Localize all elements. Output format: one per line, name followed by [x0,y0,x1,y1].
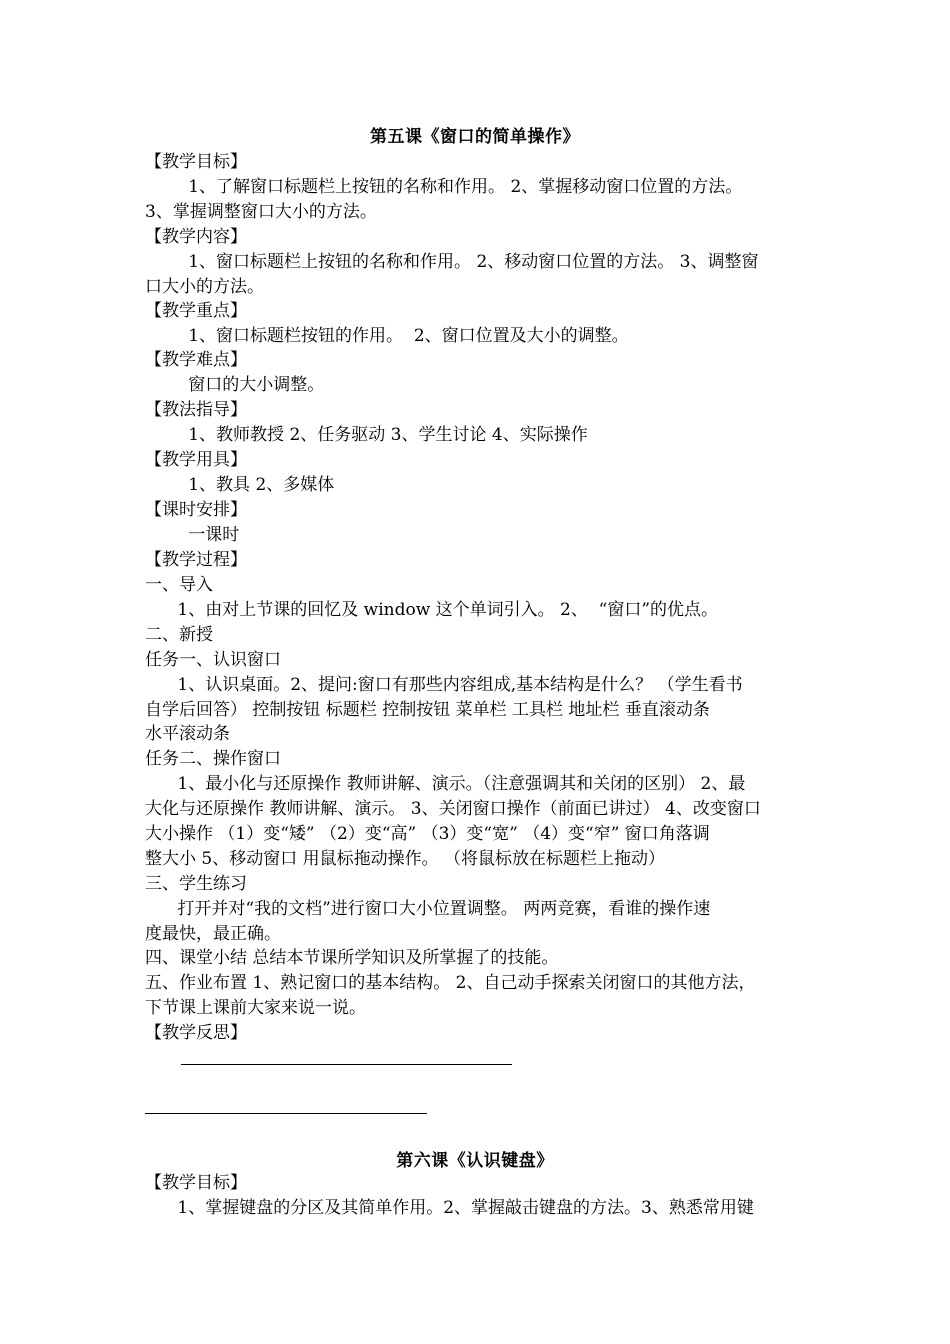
lesson5-line: 【教学反思】 [145,1023,247,1043]
lesson5-line: 【教学过程】 [145,550,247,570]
lesson5-line: 任务二、操作窗口 [145,749,281,769]
lesson5-line: 【教学内容】 [145,227,247,247]
lesson5-title: 第五课《窗口的简单操作》 [370,127,580,147]
lesson6-title: 第六课《认识键盘》 [396,1151,554,1171]
lesson6-line: 【教学目标】 [145,1173,247,1193]
lesson5-line: 1、教师教授 2、任务驱动 3、学生讨论 4、实际操作 [145,425,588,445]
lesson5-line: 任务一、认识窗口 [145,650,281,670]
lesson5-line: 3、掌握调整窗口大小的方法。 [145,202,377,222]
lesson5-line: 一课时 [145,525,240,545]
lesson5-line: 下节课上课前大家来说一说。 [145,998,366,1018]
lesson5-line: 1、最小化与还原操作 教师讲解、演示。（注意强调其和关闭的区别） 2、最 [145,774,746,794]
lesson5-line: 五、作业布置 1、熟记窗口的基本结构。 2、自己动手探索关闭窗口的其他方法， [145,973,756,993]
lesson5-line: 【教学重点】 [145,301,247,321]
lesson5-line: 三、学生练习 [145,874,247,894]
lesson5-line: 【教学难点】 [145,350,247,370]
lesson5-line: 1、教具 2、多媒体 [145,475,335,495]
lesson5-line: 1、窗口标题栏按钮的作用。 2、窗口位置及大小的调整。 [145,326,629,346]
lesson5-line: 自学后回答） 控制按钮 标题栏 控制按钮 菜单栏 工具栏 地址栏 垂直滚动条 [145,700,710,720]
lesson5-line: 四、课堂小结 总结本节课所学知识及所掌握了的技能。 [145,948,559,968]
lesson5-line: 窗口的大小调整。 [145,375,325,395]
lesson5-line: 【课时安排】 [145,500,247,520]
lesson5-line: 一、导入 [145,575,213,595]
lesson5-line: 1、了解窗口标题栏上按钮的名称和作用。 2、掌握移动窗口位置的方法。 [145,177,743,197]
reflection-underline [181,1064,512,1065]
lesson5-line: 大化与还原操作 教师讲解、演示。 3、关闭窗口操作（前面已讲过） 4、改变窗口 [145,799,761,819]
lesson5-line: 【教法指导】 [145,400,247,420]
lesson5-line: 1、由对上节课的回忆及 window 这个单词引入。 2、 “窗口”的优点。 [145,600,719,620]
lesson5-line: 水平滚动条 [145,724,230,744]
section-divider [145,1113,427,1114]
lesson5-line: 大小操作 （1）变“矮” （2）变“高” （3）变“宽” （4）变“窄” 窗口角落调 [145,824,710,844]
lesson5-line: 整大小 5、移动窗口 用鼠标拖动操作。 （将鼠标放在标题栏上拖动） [145,849,666,869]
lesson5-line: 二、新授 [145,625,213,645]
lesson5-line: 1、窗口标题栏上按钮的名称和作用。 2、移动窗口位置的方法。 3、调整窗 [145,252,759,272]
lesson5-line: 度最快，最正确。 [145,924,281,944]
lesson5-line: 打开并对“我的文档”进行窗口大小位置调整。 两两竞赛，看谁的操作速 [145,899,711,919]
lesson5-line: 【教学目标】 [145,152,247,172]
lesson5-line: 【教学用具】 [145,450,247,470]
lesson5-line: 口大小的方法。 [145,277,264,297]
lesson6-line: 1、掌握键盘的分区及其简单作用。2、掌握敲击键盘的方法。3、熟悉常用键 [145,1198,754,1218]
lesson5-line: 1、认识桌面。2、提问:窗口有那些内容组成,基本结构是什么？ （学生看书 [145,675,743,695]
